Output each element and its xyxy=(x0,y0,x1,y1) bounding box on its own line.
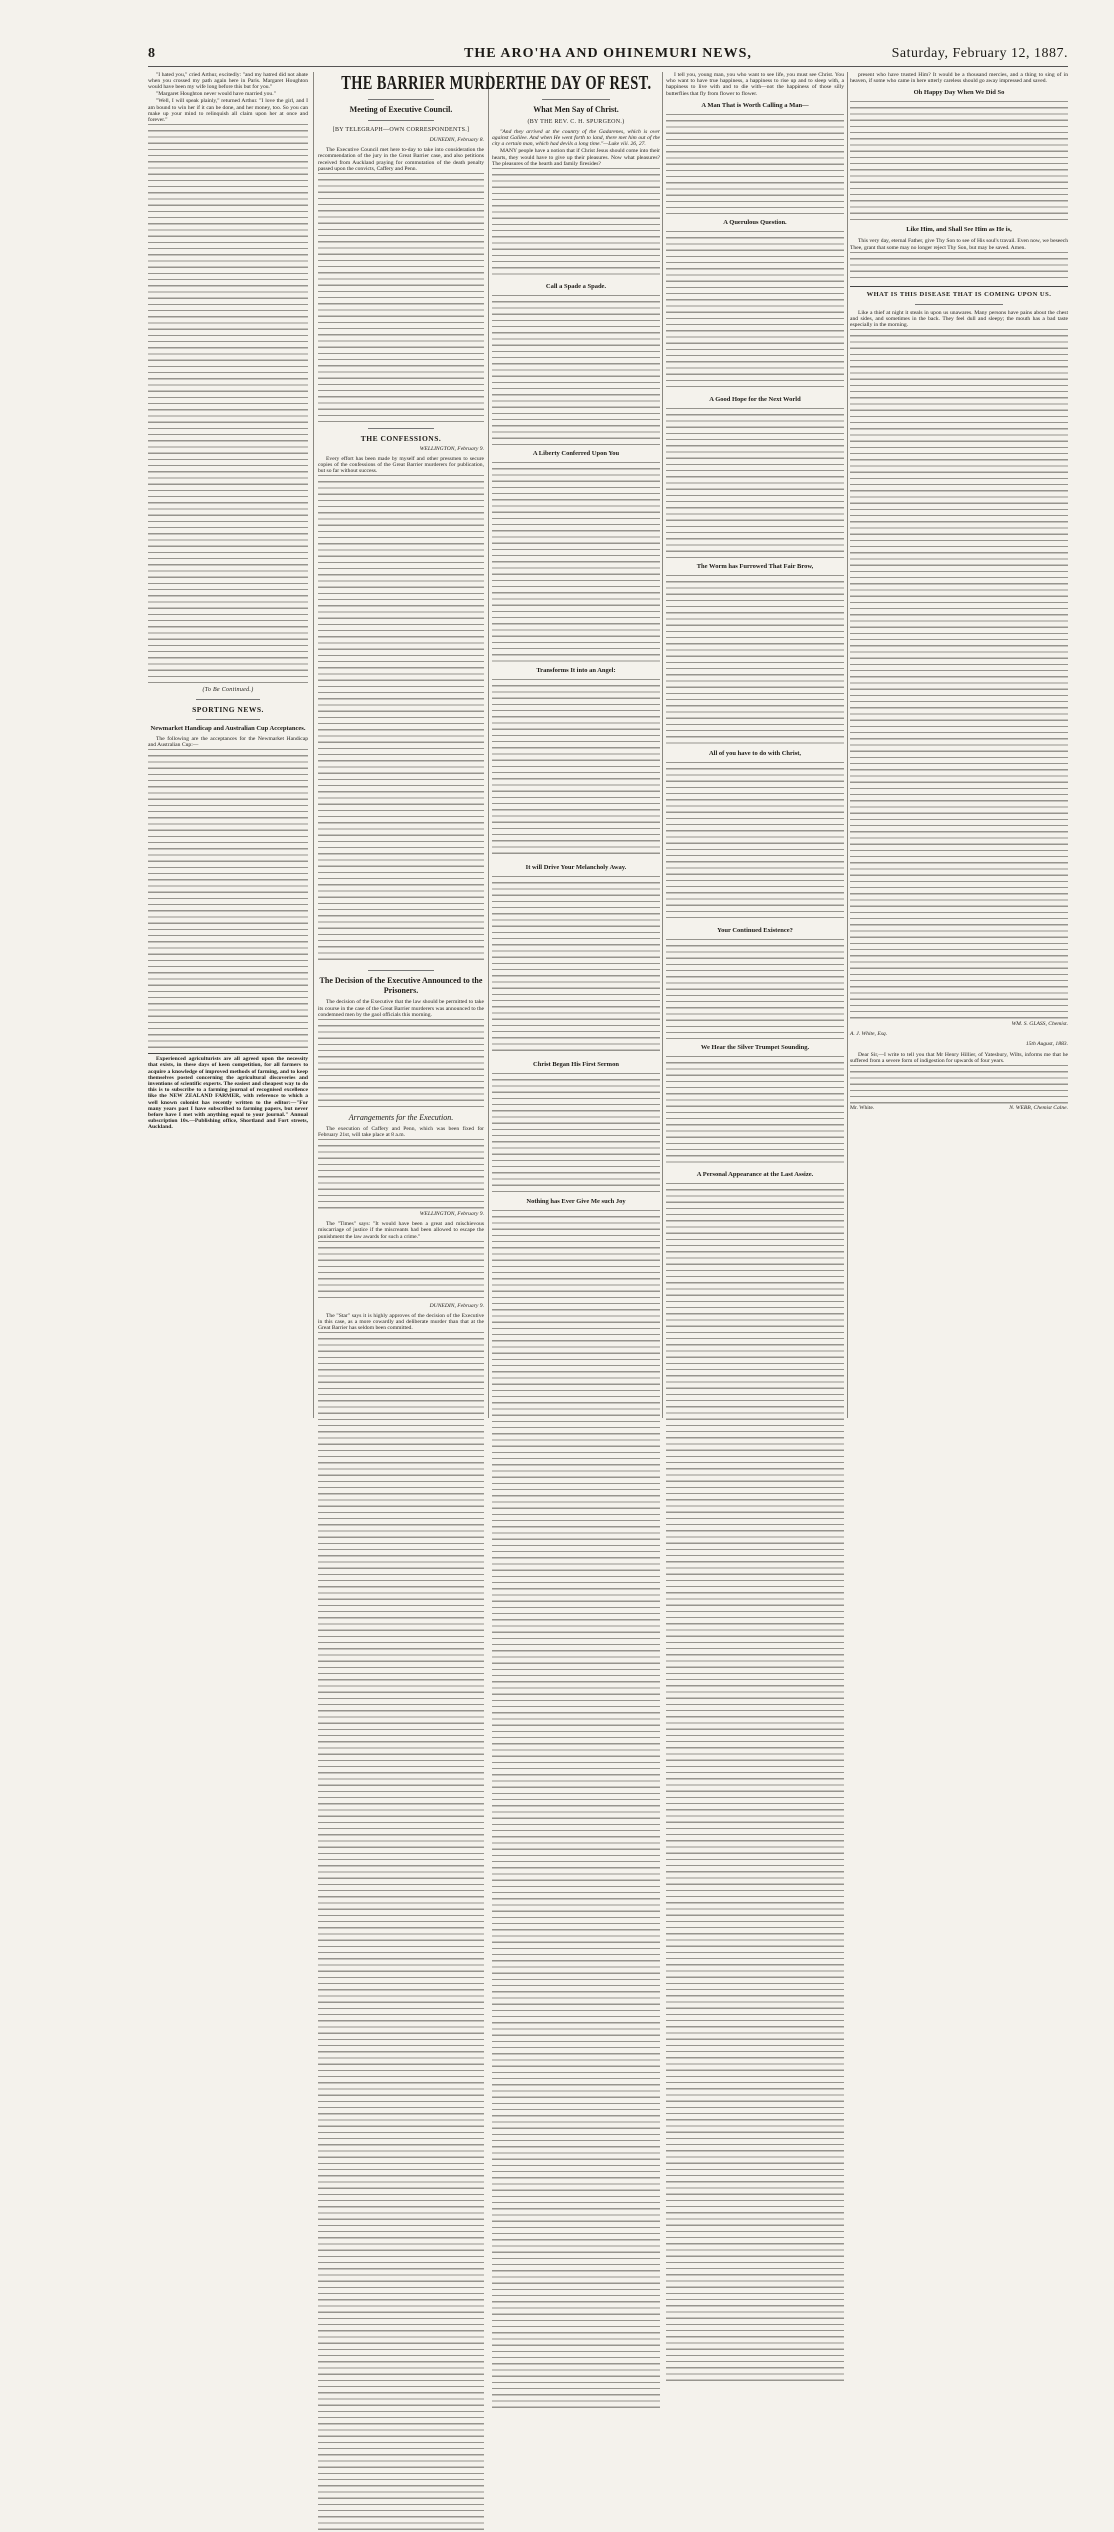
body-text-block xyxy=(666,231,844,391)
scripture-quote: "And they arrived at the country of the Gadarenes, which is over against Galilee. And when He went forth to land, there met him out of the city a certain man, which had devils a long time."—Luke viii. 26, 27. xyxy=(492,129,660,148)
joy-heading: Nothing has Ever Give Me such Joy xyxy=(526,1197,626,1205)
serial-paragraph: "Well, I will speak plainly," returned Arthur. "I love the girl, and I am bound to win her if it can be done, and her money, too. So you can make up your mind to relinquish all claim upon her at once and forever." xyxy=(148,98,308,124)
article-paragraph: Every effort has been made by myself and other pressmen to secure copies of the confessions of the Great Barrier murderers for publication, but so far without success. xyxy=(318,456,484,475)
appearance-heading: A Personal Appearance at the Last Assize. xyxy=(696,1170,814,1178)
body-text-block xyxy=(492,876,660,1056)
body-text-block xyxy=(492,679,660,859)
body-text-block xyxy=(850,252,1068,282)
existence-heading: Your Continued Existence? xyxy=(717,926,793,934)
column-rule xyxy=(313,72,314,1418)
serial-paragraph: "I hated you," cried Arthur, excitedly: "and my hatred did not abate when you crossed my path again here in Paris. Margaret Houghton would have been my wife long before this but for you." xyxy=(148,72,308,91)
separator xyxy=(196,699,260,700)
column-3 xyxy=(492,72,660,1418)
article-paragraph: The Executive Council met here to-day to take into consideration the recommendation of the jury in the Great Barrier case, and also petitions received from Auckland praying for commutation of the death penalty passed upon the convicts, Caffery and Penn. xyxy=(318,147,484,172)
article-paragraph: The "Times" says: "It would have been a great and mischievous miscarriage of justice if the miscreants had been allowed to escape the punishment the law awards for such a crime." xyxy=(318,1221,484,1240)
barrier-murder-headline: THE BARRIER MURDER xyxy=(341,72,517,94)
sermon-paragraph: MANY people have a notion that if Christ Jesus should come into their hearts, they would have to give up their pleasures. Now what pleasures? The pleasures of the hearth and family firesides? xyxy=(492,148,660,167)
body-text-block xyxy=(666,939,844,1039)
good-hope-heading: A Good Hope for the Next World xyxy=(709,395,801,403)
column-4 xyxy=(666,72,844,1418)
sermon-subhead: What Men Say of Christ. xyxy=(533,105,619,114)
column-rule xyxy=(488,72,489,1418)
separator xyxy=(368,99,434,100)
first-sermon-heading: Christ Began His First Sermon xyxy=(533,1060,619,1068)
column-rule xyxy=(847,72,848,1418)
advert-paragraph: Like a thief at night it steals in upon us unawares. Many persons have pains about the chest and sides, and sometimes in the back. They feel dull and sleepy; the mouth has a bad taste especially in the morning. xyxy=(850,309,1068,329)
body-text-block xyxy=(666,762,844,922)
paper-title: THE ARO'HA AND OHINEMURI NEWS, xyxy=(464,46,752,61)
article-paragraph: The decision of the Executive that the law should be permitted to take its course in the case of the Great Barrier murderers was announced to the condemned men by the gaol officials this morning. xyxy=(318,999,484,1018)
body-text-block xyxy=(318,1019,484,1109)
column-2 xyxy=(318,72,517,1418)
querulous-heading: A Querulous Question. xyxy=(723,218,787,226)
day-of-rest-headline: THE DAY OF REST. xyxy=(515,72,652,94)
issue-date: Saturday, February 12, 1887. xyxy=(891,46,1068,61)
worm-heading: The Worm has Furrowed That Fair Brow, xyxy=(696,562,814,570)
article-paragraph: The execution of Caffery and Penn, which was been fixed for February 21st, will take place at 8 a.m. xyxy=(318,1125,484,1139)
separator xyxy=(542,99,609,100)
like-him-heading: Like Him, and Shall See Him as He is, xyxy=(906,226,1012,234)
sporting-subheading: Newmarket Handicap and Australian Cup Acceptances. xyxy=(150,725,306,733)
body-text-block xyxy=(850,1065,1068,1105)
separator xyxy=(915,304,1002,305)
worth-man-heading: A Man That is Worth Calling a Man— xyxy=(701,101,809,109)
dateline: DUNEDIN, February 9. xyxy=(429,1302,484,1309)
separator xyxy=(368,428,434,429)
separator xyxy=(196,719,260,720)
melancholy-heading: It will Drive Your Melancholy Away. xyxy=(525,863,627,871)
sermon-paragraph: I tell you, young man, you who want to see life, you must see Christ. You who want to have true happiness, a happiness to rise up and to sleep with, a happiness to live with and to die with—not the happiness of those silly butterflies that fly from flower to flower. xyxy=(666,72,844,97)
advert-paragraph: Dear Sir,—I write to tell you that Mr Henry Hillier, of Yatesbury, Wilts, informs me that he suffered from a severe form of indigestion for upwards of four years. xyxy=(850,1051,1068,1064)
sermon-paragraph: present who have trusted Him? It would be a thousand mercies, and a thing to sing of in heaven, if some who came in here utterly careless should go away impressed and saved. xyxy=(850,72,1068,85)
happy-day-heading: Oh Happy Day When We Did So xyxy=(913,89,1005,97)
serial-continued: (To Be Continued.) xyxy=(202,687,254,694)
disease-heading: WHAT IS THIS DISEASE THAT IS COMING UPON US. xyxy=(866,290,1052,298)
signature-name: N. WEBB, Chemist Calne. xyxy=(1009,1104,1068,1111)
body-text-block xyxy=(492,462,660,662)
body-text-block xyxy=(666,114,844,214)
body-text-block xyxy=(666,575,844,745)
body-text-block xyxy=(148,124,308,684)
body-text-block xyxy=(850,329,1068,1019)
page-number: 8 xyxy=(148,46,156,61)
body-text-block xyxy=(666,1056,844,1166)
closing-signature xyxy=(850,1105,1068,1111)
column-5 xyxy=(850,72,1068,1418)
decision-heading: The Decision of the Executive Announced to the Prisoners. xyxy=(319,976,483,996)
confessions-heading: THE CONFESSIONS. xyxy=(360,433,442,443)
executive-council-subhead: Meeting of Executive Council. xyxy=(349,105,453,114)
signature-recipient: Mr. White. xyxy=(850,1104,875,1111)
arrangements-heading: Arrangements for the Execution. xyxy=(348,1112,454,1122)
dateline: WELLINGTON, February 9. xyxy=(419,445,484,452)
body-text-block xyxy=(318,1139,484,1209)
dateline: DUNEDIN, February 8. xyxy=(429,137,484,143)
body-text-block xyxy=(492,295,660,445)
sermon-paragraph: This very day, eternal Father, give Thy Son to see of His soul's travail. Even now, we beseech Thee, grant that some may no longer reject Thy Son, but may be saved. Amen. xyxy=(850,238,1068,251)
body-text-block xyxy=(492,1073,660,1193)
column-1 xyxy=(148,72,308,1418)
article-paragraph: The "Star" says it is highly approves of the decision of the Executive in this case, as a more cowardly and deliberate murder than that at the Great Barrier has seldom been committed. xyxy=(318,1312,484,1332)
separator xyxy=(850,286,1068,287)
separator xyxy=(368,120,434,121)
liberty-heading: A Liberty Conferred Upon You xyxy=(532,449,620,457)
sporting-news-heading: SPORTING NEWS. xyxy=(192,705,264,715)
signature-name: WM. S. GLASS, Chemist. xyxy=(1011,1021,1068,1028)
masthead xyxy=(148,44,1068,67)
body-text-block xyxy=(318,173,484,423)
trumpet-heading: We Hear the Silver Trumpet Sounding. xyxy=(700,1043,810,1051)
dateline: WELLINGTON, February 9. xyxy=(419,1211,484,1218)
sporting-intro: The following are the acceptances for the Newmarket Handicap and Australian Cup:— xyxy=(148,736,308,749)
body-text-block xyxy=(492,1210,660,2410)
byline: [BY TELEGRAPH—OWN CORRESPONDENTS.] xyxy=(332,127,470,133)
separator xyxy=(368,970,434,971)
letter-date: 15th August, 1883. xyxy=(1025,1041,1068,1048)
call-spade-heading: Call a Spade a Spade. xyxy=(545,282,607,290)
body-text-block xyxy=(850,101,1068,221)
body-text-block xyxy=(666,408,844,558)
column-rule xyxy=(662,72,663,1418)
body-text-block xyxy=(666,1183,844,2383)
transforms-heading: Transforms It into an Angel: xyxy=(536,666,616,674)
agriculture-advert: Experienced agriculturists are all agreed upon the necessity that exists, in these days of keen competition, for all farmers to acquire a knowledge of improved methods of farming, and to keep themselves posted concerning the agricultural discoveries and inventions of scientific experts. The easiest and cheapest way to do this is to subscribe to a farming journal of recognised excellence like the NEW ZEALAND FARMER, with reference to which a well known colonist has recently written to the editor:—"For many years past I have subscribed to farming papers, but never before have I met with anything equal to your journal." Annual subscription 10s.—Publishing office, Shortland and Fort streets, Auckland. xyxy=(148,1056,308,1131)
body-text-block xyxy=(318,1241,484,1301)
signature-recipient: A. J. White, Esq. xyxy=(850,1031,888,1038)
separator xyxy=(148,1053,308,1054)
body-text-block xyxy=(318,475,484,965)
body-text-block xyxy=(492,168,660,278)
byline: (BY THE REV. C. H. SPURGEON.) xyxy=(527,119,625,125)
acceptances-list xyxy=(148,749,308,1049)
body-text-block xyxy=(318,1332,484,2532)
serial-paragraph: "Margaret Houghton never would have married you." xyxy=(156,91,276,98)
all-of-you-heading: All of you have to do with Christ, xyxy=(708,749,802,757)
